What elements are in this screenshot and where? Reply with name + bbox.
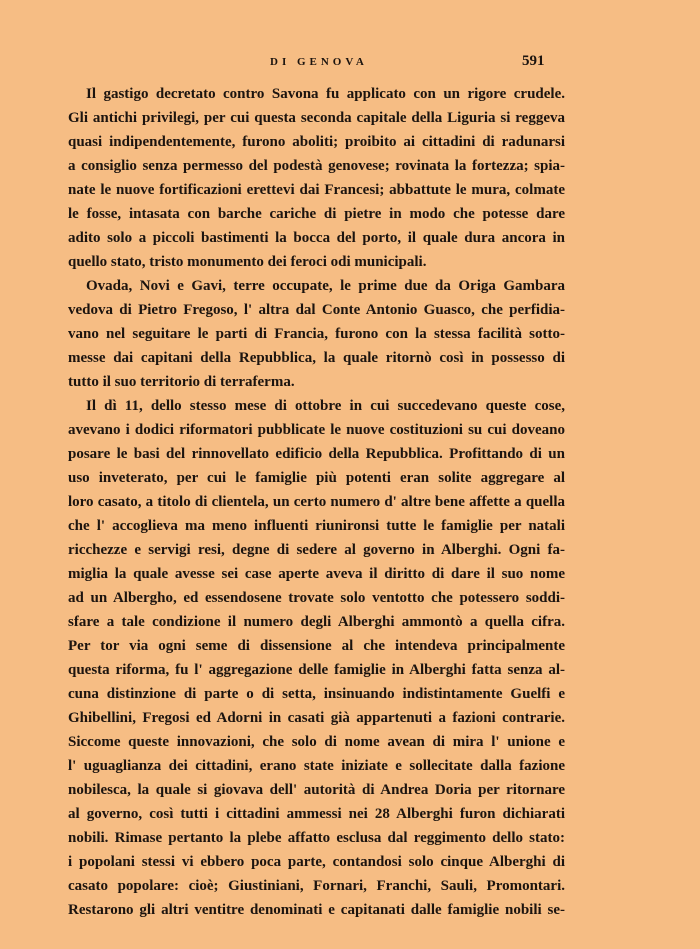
text-line: Gli antichi privilegi, per cui questa seconda capitale della Liguria si reggeva <box>68 110 565 126</box>
text-line: miglia la quale avesse sei case aperte aveva il diritto di dare il suo nome <box>68 566 565 582</box>
text-line: uso inveterato, per cui le famiglie più potenti eran solite aggregare al <box>68 470 565 486</box>
text-line: vedova di Pietro Fregoso, l' altra dal Conte Antonio Guasco, che perfidia- <box>68 302 565 318</box>
text-line: al governo, così tutti i cittadini ammessi nei 28 Alberghi furon dichiarati <box>68 806 565 822</box>
page-header <box>0 53 700 76</box>
text-line: Restarono gli altri ventitre denominati e capitanati dalle famiglie nobili se- <box>68 902 565 918</box>
text-line: Per tor via ogni seme di dissensione al che intendeva principalmente <box>68 638 565 654</box>
text-line: loro casato, a titolo di clientela, un certo numero d' altre bene affette a quella <box>68 494 565 510</box>
text-line: l' uguaglianza dei cittadini, erano state iniziate e sollecitate dalla fazione <box>68 758 565 774</box>
text-line: quasi indipendentemente, furono aboliti; proibito ai cittadini di radunarsi <box>68 134 565 150</box>
text-line: quello stato, tristo monumento dei feroci odi municipali. <box>68 254 427 270</box>
text-line: questa riforma, fu l' aggregazione delle famiglie in Alberghi fatta senza al- <box>68 662 565 678</box>
text-line: nobili. Rimase pertanto la plebe affatto esclusa dal reggimento dello stato: <box>68 830 565 846</box>
text-line: cuna distinzione di parte o di setta, insinuando indistintamente Guelfi e <box>68 686 565 702</box>
text-line: messe dai capitani della Repubblica, la quale ritornò così in possesso di <box>68 350 565 366</box>
text-line: vano nel seguitare le parti di Francia, furono con la stessa facilità sotto- <box>68 326 565 342</box>
text-line: ricchezze e servigi resi, degne di sedere al governo in Alberghi. Ogni fa- <box>68 542 565 558</box>
text-line: che l' accoglieva ma meno influenti riunironsi tutte le famiglie per natali <box>68 518 565 534</box>
text-line: a consiglio senza permesso del podestà genovese; rovinata la fortezza; spia- <box>68 158 565 174</box>
text-line: Il gastigo decretato contro Savona fu applicato con un rigore crudele. <box>86 86 565 102</box>
text-line: Il dì 11, dello stesso mese di ottobre in cui succedevano queste cose, <box>86 398 565 414</box>
text-line: Ghibellini, Fregosi ed Adorni in casati già appartenuti a fazioni contrarie. <box>68 710 565 726</box>
text-line: tutto il suo territorio di terraferma. <box>68 374 295 390</box>
text-line: adito solo a piccoli bastimenti la bocca del porto, il quale dura ancora in <box>68 230 565 246</box>
body-text <box>68 82 565 922</box>
text-line: Ovada, Novi e Gavi, terre occupate, le prime due da Origa Gambara <box>86 278 565 294</box>
text-line: nate le nuove fortificazioni erettevi dai Francesi; abbattute le mura, colmate <box>68 182 565 198</box>
text-line: nobilesca, la quale si giovava dell' autorità di Andrea Doria per ritornare <box>68 782 565 798</box>
text-line: sfare a tale condizione il numero degli Alberghi ammontò a quella cifra. <box>68 614 565 630</box>
text-line: casato popolare: cioè; Giustiniani, Fornari, Franchi, Sauli, Promontari. <box>68 878 565 894</box>
page-number: 591 <box>522 53 545 69</box>
text-line: le fosse, intasata con barche cariche di pietre in modo che potesse dare <box>68 206 565 222</box>
text-line: posare le basi del rinnovellato edificio della Repubblica. Profittando di un <box>68 446 565 462</box>
text-line: i popolani stessi vi ebbero poca parte, contandosi solo cinque Alberghi di <box>68 854 565 870</box>
text-line: Siccome queste innovazioni, che solo di nome avean di mira l' unione e <box>68 734 565 750</box>
text-line: avevano i dodici riformatori pubblicate le nuove costituzioni su cui doveano <box>68 422 565 438</box>
running-head: DI GENOVA <box>270 56 368 68</box>
text-line: ad un Albergho, ed essendosene trovate solo ventotto che potessero soddi- <box>68 590 565 606</box>
